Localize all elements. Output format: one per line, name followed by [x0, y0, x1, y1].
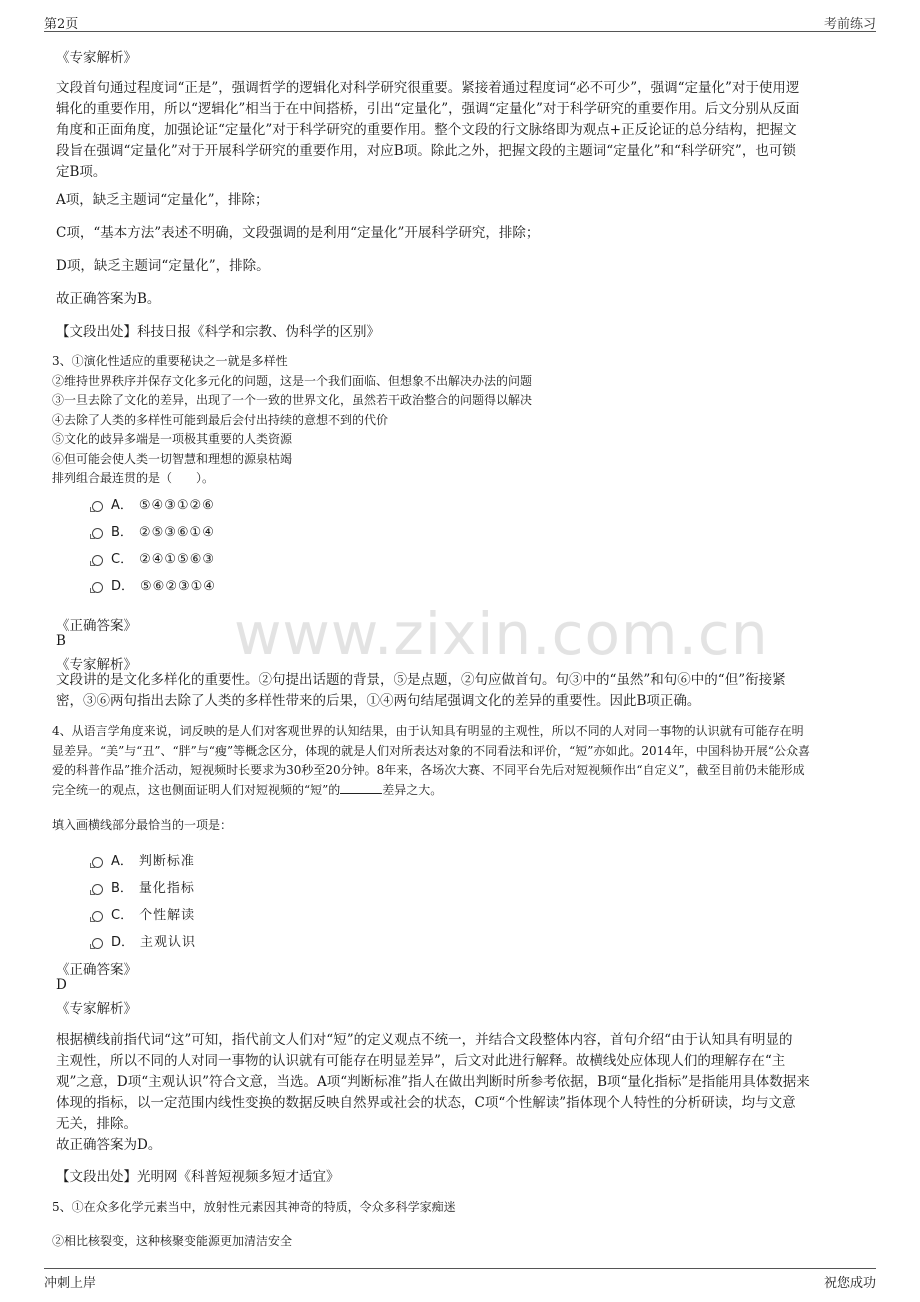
radio-icon[interactable]: [92, 884, 103, 895]
q3-line: 排列组合最连贯的是（ ）。: [52, 471, 215, 485]
option-text: ②④①⑤⑥③: [139, 552, 216, 567]
option-letter: C．: [111, 552, 134, 567]
page-header: [0, 0, 920, 32]
q2-option-c-note: C项，“基本方法”表述不明确，文段强调的是利用“定量化”开展科学研究，排除；: [56, 225, 540, 241]
q3-analysis: [56, 670, 868, 712]
q4-analysis-line: 体现的指标，以一定范围内线性变换的数据反映自然界或社会的状态，C项“个性解读”指体现个人特性的分析研读，均与文意: [56, 1095, 796, 1111]
option-letter: D．: [111, 935, 135, 950]
option-text: 个性解读: [139, 908, 196, 923]
option-text: ⑤⑥②③①④: [140, 579, 216, 594]
q2-analysis-label: 《专家解析》: [56, 50, 137, 66]
page-number: 第2页: [44, 17, 79, 32]
q4-prompt: 填入画横线部分最恰当的一项是：: [52, 818, 233, 832]
q3-option-d[interactable]: [92, 575, 216, 594]
q2-option-d-note: D项，缺乏主题词“定量化”，排除。: [56, 258, 270, 274]
header-divider: [44, 31, 876, 32]
q4-analysis: [56, 1030, 868, 1135]
radio-icon[interactable]: [92, 555, 103, 566]
q4-source: 【文段出处】光明网《科普短视频多短才适宜》: [56, 1169, 340, 1185]
q3-line: ⑥但可能会使人类一切智慧和理想的源泉枯竭: [52, 451, 293, 466]
q2-analysis-line: 角度和正面角度，加强论证“定量化”对于科学研究的重要作用。整个文段的行文脉络即为观点+正反论证的总分结构，把握文: [56, 122, 797, 138]
q4-option-d[interactable]: [92, 931, 196, 950]
radio-icon[interactable]: [92, 911, 103, 922]
watermark: www.zixin.com.cn: [234, 600, 769, 668]
option-letter: A．: [111, 498, 133, 513]
radio-icon[interactable]: [92, 857, 103, 868]
q4-analysis-label: 《专家解析》: [56, 1001, 137, 1017]
q2-analysis: [56, 78, 868, 183]
q3-answer-label: 《正确答案》: [56, 618, 137, 634]
radio-icon[interactable]: [92, 582, 103, 593]
option-text: 量化指标: [138, 881, 195, 896]
q3-line: ④去除了人类的多样性可能到最后会付出持续的意想不到的代价: [52, 412, 389, 427]
q4-line: 显差异。“美”与“丑”、“胖”与“瘦”等概念区分，体现的就是人们对所表达对象的不同看法和评价，“短”亦如此。2014年，中国科协开展“公众喜: [52, 743, 811, 758]
q4-answer-label: 《正确答案》: [56, 962, 137, 978]
q4-analysis-line: 无关，排除。: [56, 1116, 137, 1132]
q2-analysis-line: 定B项。: [56, 164, 107, 180]
option-text: 判断标准: [138, 854, 195, 869]
q4-option-c[interactable]: [92, 904, 195, 923]
q4-line: 爱的科普作品”推介活动，短视频时长要求为30秒至20分钟。8年来，各场次大赛、不同平台先后对短视频作出“自定义”，截至目前仍未能形成: [52, 763, 805, 777]
option-letter: B．: [111, 525, 133, 540]
option-text: ②⑤③⑥①④: [138, 525, 215, 540]
q2-conclusion: 故正确答案为B。: [56, 291, 161, 307]
q3-stem: [52, 352, 532, 489]
option-text: 主观认识: [140, 935, 197, 950]
q3-option-a[interactable]: [92, 494, 215, 513]
q3-option-c[interactable]: [92, 548, 215, 567]
q4-stem: [52, 722, 868, 800]
header-right-label: 考前练习: [823, 17, 876, 32]
q2-source: 【文段出处】科技日报《科学和宗教、伪科学的区别》: [56, 324, 380, 340]
q2-analysis-line: 文段首句通过程度词“正是”，强调哲学的逻辑化对科学研究很重要。紧接着通过程度词“必不可少”，强调“定量化”对于使用逻: [56, 80, 800, 96]
q4-line-last: [52, 781, 868, 801]
q4-line-tail: 差异之大。: [382, 782, 443, 797]
radio-icon[interactable]: [92, 501, 103, 512]
q3-option-b[interactable]: [92, 521, 215, 540]
q4-conclusion: 故正确答案为D。: [56, 1137, 162, 1153]
q4-line: 4、从语言学角度来说，词反映的是人们对客观世界的认知结果，由于认知具有明显的主观性，所以不同的人对同一事物的认识就有可能存在明: [52, 724, 804, 738]
q4-line: 完全统一的观点，这也侧面证明人们对短视频的“短”的: [52, 782, 341, 797]
q3-line: ③一旦去除了文化的差异，出现了一个一致的世界文化，虽然若干政治整合的问题得以解决: [52, 393, 533, 407]
footer-left-label: 冲刺上岸: [44, 1276, 97, 1291]
q2-analysis-line: 段旨在强调“定量化”对于开展科学研究的重要作用，对应B项。除此之外，把握文段的主题词“定量化”和“科学研究”，也可锁: [56, 143, 796, 159]
option-text: ⑤④③①②⑥: [138, 498, 215, 513]
q4-analysis-line: 主观性，所以不同的人对同一事物的认识就有可能存在明显差异”，后文对此进行解释。故横线处应体现人们的理解存在“主: [56, 1053, 786, 1069]
radio-icon[interactable]: [92, 528, 103, 539]
q2-analysis-line: 辑化的重要作用，所以“逻辑化”相当于在中间搭桥，引出“定量化”，强调“定量化”对于科学研究的重要作用。后文分别从反面: [56, 101, 800, 117]
option-letter: B．: [111, 881, 133, 896]
footer-divider: [44, 1268, 876, 1269]
fill-blank: [340, 781, 382, 794]
q3-line: ②维持世界秩序并保存文化多元化的问题，这是一个我们面临、但想象不出解决办法的问题: [52, 373, 533, 388]
q4-analysis-line: 观”之意，D项“主观认识”符合文意，当选。A项“判断标准”指人在做出判断时所参考依据，B项“量化指标”是指能用具体数据来: [56, 1074, 810, 1090]
footer-right-label: 祝您成功: [823, 1276, 876, 1291]
q3-line: 3、①演化性适应的重要秘诀之一就是多样性: [52, 354, 288, 368]
q5-line: 5、①在众多化学元素当中，放射性元素因其神奇的特质，令众多科学家痴迷: [52, 1200, 456, 1214]
q4-option-b[interactable]: [92, 877, 195, 896]
q3-answer: B: [56, 633, 66, 649]
radio-icon[interactable]: [92, 938, 103, 949]
q3-analysis-line: 密，③⑥两句指出去除了人类的多样性带来的后果，①④两句结尾强调文化的差异的重要性。因此B项正确。: [56, 693, 701, 709]
q4-answer: D: [56, 977, 67, 993]
q4-analysis-line: 根据横线前指代词“这”可知，指代前文人们对“短”的定义观点不统一，并结合文段整体内容，首句介绍“由于认知具有明显的: [56, 1032, 793, 1048]
q5-line: ②相比核裂变，这种核聚变能源更加清洁安全: [52, 1234, 293, 1248]
option-letter: C．: [111, 908, 134, 923]
q2-option-a-note: A项，缺乏主题词“定量化”，排除；: [56, 192, 269, 208]
q3-analysis-line: 文段讲的是文化多样化的重要性。②句提出话题的背景，⑤是点题，②句应做首句。句③中的“虽然”和句⑥中的“但”衔接紧: [56, 672, 786, 688]
q3-line: ⑤文化的歧异多端是一项极其重要的人类资源: [52, 432, 293, 446]
q3-analysis-label: 《专家解析》: [56, 657, 137, 673]
q4-option-a[interactable]: [92, 850, 195, 869]
option-letter: D．: [111, 579, 135, 594]
option-letter: A．: [111, 854, 133, 869]
